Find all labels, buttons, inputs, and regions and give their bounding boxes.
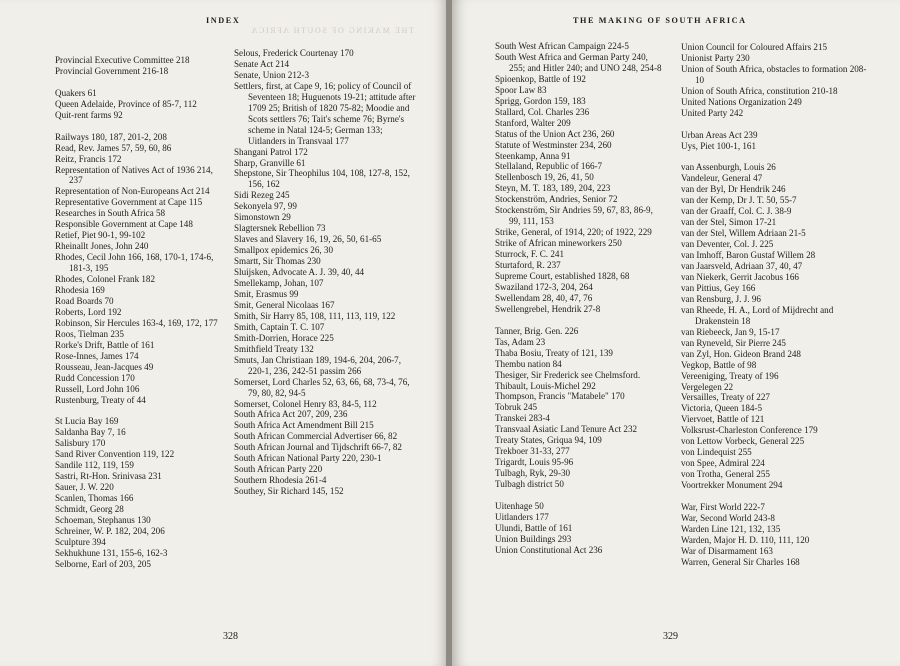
index-entry: Smit, Erasmus 99 — [234, 288, 299, 299]
index-entry: Tobruk 245 — [495, 402, 538, 413]
index-entry: War, Second World 243-8 — [681, 512, 775, 523]
index-entry: Sprigg, Gordon 159, 183 — [495, 95, 586, 106]
index-entry: von Lindequist 255 — [681, 447, 752, 458]
index-entry: Rorke's Drift, Battle of 161 — [55, 339, 155, 350]
index-entry: van Assenburgh, Louis 26 — [681, 162, 776, 173]
index-entry: Thembu nation 84 — [495, 358, 562, 369]
index-entry: Uitenhage 50 — [495, 501, 544, 511]
index-entry: Sturtaford, R. 237 — [495, 260, 561, 271]
index-entry: Smuts, Jan Christiaan 189, 194-6, 204, 206-7, 220-1, 236, 242-51 passim 266 — [234, 354, 401, 376]
index-entry: Steyn, M. T. 183, 189, 204, 223 — [495, 183, 611, 194]
index-entry: Sharp, Granville 61 — [234, 157, 306, 168]
index-entry: Supreme Court, established 1828, 68 — [495, 271, 630, 282]
index-entry: War, First World 222-7 — [681, 501, 765, 512]
index-entry: Rhodes, Colonel Frank 182 — [55, 274, 156, 285]
index-gap — [55, 405, 226, 416]
index-entry: Stanford, Walter 209 — [495, 117, 571, 128]
index-entry: Union Constitutional Act 236 — [495, 544, 603, 555]
index-entry: Smallpox epidemics 26, 30 — [234, 245, 334, 256]
index-entry: Treaty States, Griqua 94, 109 — [495, 435, 602, 446]
left-page-number: 328 — [223, 631, 238, 642]
index-entry: van der Byl, Dr Hendrik 246 — [681, 184, 786, 195]
left-page — [0, 0, 448, 666]
index-entry: War of Disarmament 163 — [681, 545, 773, 556]
index-entry: Rhodesia 169 — [55, 284, 105, 295]
index-entry: Sidi Rezeg 245 — [234, 190, 290, 201]
index-entry: South African Commercial Advertiser 66, 82 — [234, 431, 398, 442]
index-entry: Settlers, first, at Cape 9, 16; policy of Council of Seventeen 18; Huguenots 19-21; attitude after 1709 25; British of 1820 75-82; Moodie and Scots settlers 76; Tait's scheme 76; Byrne's scheme in Natal 124-5; German 133; Uitlanders in Transvaal 177 — [234, 80, 416, 146]
index-entry: van der Graaff, Col. C. J. 38-9 — [681, 206, 792, 217]
right-page — [452, 0, 900, 666]
index-entry: Shangani Patrol 172 — [234, 146, 308, 157]
index-entry: Sand River Convention 119, 122 — [55, 449, 175, 460]
index-entry: Sastri, Rt-Hon. Srinivasa 231 — [55, 471, 162, 482]
index-entry: Smithfield Treaty 132 — [234, 343, 314, 354]
index-entry: van Niekerk, Gerrit Jacobus 166 — [681, 271, 799, 282]
index-entry: Sandile 112, 119, 159 — [55, 460, 134, 471]
index-entry: Schreiner, W. P. 182, 204, 206 — [55, 525, 165, 536]
index-entry: Slaves and Slavery 16, 19, 26, 50, 61-65 — [234, 234, 382, 245]
index-entry: Rudd Concession 170 — [55, 372, 135, 383]
index-entry: Thesiger, Sir Frederick see Chelmsford. — [495, 369, 641, 380]
index-entry: Status of the Union Act 236, 260 — [495, 128, 615, 139]
index-entry: Vergelegen 22 — [681, 381, 734, 392]
index-entry: Thompson, Francis "Matabele" 170 — [495, 391, 625, 402]
index-entry: Statute of Westminster 234, 260 — [495, 139, 612, 150]
index-entry: Representation of Natives Act of 1936 214, 237 — [55, 164, 213, 186]
index-entry: Stellenbosch 19, 26, 41, 50 — [495, 172, 594, 183]
index-entry: Tas, Adam 23 — [495, 336, 546, 347]
index-entry: Slagtersnek Rebellion 73 — [234, 223, 326, 234]
index-entry: Transkei 283-4 — [495, 413, 550, 424]
index-entry: Voortrekker Monument 294 — [681, 480, 783, 491]
index-entry: Swellendam 28, 40, 47, 76 — [495, 292, 593, 303]
index-entry: United Party 242 — [681, 107, 744, 118]
index-entry: Sekonyela 97, 99 — [234, 201, 297, 212]
index-entry: South Africa Act 207, 209, 236 — [234, 409, 348, 420]
index-entry: Salisbury 170 — [55, 438, 106, 449]
index-entry: Swaziland 172-3, 204, 264 — [495, 281, 593, 292]
index-entry: Spioenkop, Battle of 192 — [495, 73, 586, 84]
index-entry: Vereeniging, Treaty of 196 — [681, 370, 779, 381]
index-entry: Schmidt, Georg 28 — [55, 504, 124, 515]
index-gap — [495, 315, 665, 326]
index-entry: Thibault, Louis-Michel 292 — [495, 380, 596, 391]
index-entry: Warden Line 121, 132, 135 — [681, 523, 781, 534]
index-gap — [495, 490, 665, 501]
index-entry: Trekboer 31-33, 277 — [495, 446, 570, 457]
index-entry: Road Boards 70 — [55, 295, 114, 306]
index-entry: Reitz, Francis 172 — [55, 153, 122, 164]
index-entry: Tulbagh district 50 — [495, 479, 564, 490]
index-entry: Smith, Captain T. C. 107 — [234, 321, 325, 332]
index-gap — [681, 491, 867, 502]
index-entry: van Ryneveld, Sir Pierre 245 — [681, 337, 786, 348]
index-entry: Union of South Africa, constitution 210-18 — [681, 85, 838, 96]
index-entry: Volksrust-Charleston Conference 179 — [681, 425, 818, 436]
index-entry: Provincial Government 216-18 — [55, 65, 169, 76]
index-entry: Quakers 61 — [55, 87, 97, 98]
index-entry: South West African Campaign 224-5 — [495, 41, 629, 51]
index-entry: van Pittius, Gey 166 — [681, 282, 756, 293]
index-entry: Viervoet, Battle of 121 — [681, 414, 765, 425]
index-gap — [55, 121, 226, 132]
index-entry: Thaba Bosiu, Treaty of 121, 139 — [495, 347, 613, 358]
index-entry: Saldanha Bay 7, 16 — [55, 427, 126, 438]
left-column-2 — [234, 48, 416, 497]
index-entry: van Jaarsveld, Adriaan 37, 40, 47 — [681, 261, 803, 272]
index-entry: Railways 180, 187, 201-2, 208 — [55, 131, 167, 142]
left-page-header: INDEX — [206, 16, 241, 25]
index-entry: Strike of African mineworkers 250 — [495, 238, 622, 249]
index-entry: Tanner, Brig. Gen. 226 — [495, 325, 579, 336]
index-entry: Roberts, Lord 192 — [55, 306, 122, 317]
index-entry: van Rheede, H. A., Lord of Mijdrecht and Drakenstein 18 — [681, 304, 834, 326]
index-entry: South African National Party 220, 230-1 — [234, 453, 382, 464]
index-entry: Schoeman, Stephanus 130 — [55, 514, 151, 525]
index-entry: Stellaland, Republic of 166-7 — [495, 161, 603, 172]
index-gap — [55, 77, 226, 88]
index-entry: Senate, Union 212-3 — [234, 69, 310, 80]
index-entry: von Lettow Vorbeck, General 225 — [681, 436, 805, 447]
index-gap — [681, 152, 867, 163]
index-entry: Urban Areas Act 239 — [681, 129, 758, 140]
right-page-number: 329 — [663, 631, 678, 642]
index-entry: Warden, Major H. D. 110, 111, 120 — [681, 534, 810, 545]
index-entry: Stockenström, Sir Andries 59, 67, 83, 86-9, 99, 111, 153 — [495, 205, 653, 227]
index-entry: Spoor Law 83 — [495, 84, 547, 95]
index-entry: Sekhukhune 131, 155-6, 162-3 — [55, 547, 168, 558]
index-entry: Sluijsken, Advocate A. J. 39, 40, 44 — [234, 267, 365, 278]
index-entry: Uitlanders 177 — [495, 511, 549, 522]
index-entry: Tulbagh, Ryk, 29-30 — [495, 468, 571, 479]
index-entry: Robinson, Sir Hercules 163-4, 169, 172, 177 — [55, 317, 218, 328]
index-entry: Smartt, Sir Thomas 230 — [234, 256, 321, 267]
index-entry: South West Africa and German Party 240, 255; and Hitler 240; and UNO 248, 254-8 — [495, 51, 662, 73]
index-entry: van der Kemp, Dr J. T. 50, 55-7 — [681, 195, 797, 206]
index-entry: Sturrock, F. C. 241 — [495, 249, 564, 260]
index-entry: Warren, General Sir Charles 168 — [681, 556, 800, 567]
index-entry: Somerset, Colonel Henry 83, 84-5, 112 — [234, 398, 377, 409]
index-entry: United Nations Organization 249 — [681, 96, 802, 107]
index-entry: St Lucia Bay 169 — [55, 416, 119, 427]
index-entry: Steenkamp, Anna 91 — [495, 150, 571, 161]
right-column-2 — [681, 42, 867, 568]
index-entry: Stockenström, Andries, Senior 72 — [495, 194, 618, 205]
index-entry: Shepstone, Sir Theophilus 104, 108, 127-8, 152, 156, 162 — [234, 168, 410, 190]
index-entry: van Riebeeck, Jan 9, 15-17 — [681, 326, 780, 337]
index-entry: Sculpture 394 — [55, 536, 106, 547]
index-entry: Uys, Piet 100-1, 161 — [681, 140, 757, 151]
index-entry: Vandeleur, General 47 — [681, 173, 763, 184]
index-entry: Union Council for Coloured Affairs 215 — [681, 42, 828, 52]
index-entry: South African Party 220 — [234, 464, 323, 475]
index-entry: Southern Rhodesia 261-4 — [234, 475, 327, 486]
right-column-1 — [495, 41, 665, 556]
index-gap — [681, 119, 867, 130]
right-page-header: THE MAKING OF SOUTH AFRICA — [573, 16, 747, 25]
index-entry: Union of South Africa, obstacles to formation 208-10 — [681, 63, 867, 85]
index-entry: Rose-Innes, James 174 — [55, 350, 139, 361]
index-entry: South African Journal and Tijdschrift 66-7, 82 — [234, 442, 402, 453]
index-entry: Quit-rent farms 92 — [55, 109, 123, 120]
index-entry: Responsible Government at Cape 148 — [55, 219, 193, 230]
index-entry: van der Stel, Simon 17-21 — [681, 217, 777, 228]
index-entry: Rousseau, Jean-Jacques 49 — [55, 361, 154, 372]
left-column-1 — [55, 55, 226, 570]
index-entry: Strike, General, of 1914, 220; of 1922, 229 — [495, 227, 652, 238]
index-entry: Representative Government at Cape 115 — [55, 197, 203, 208]
index-entry: Versailles, Treaty of 227 — [681, 392, 770, 403]
index-entry: Roos, Tielman 235 — [55, 328, 124, 339]
index-entry: Victoria, Queen 184-5 — [681, 403, 763, 414]
index-entry: Read, Rev. James 57, 59, 60, 86 — [55, 142, 172, 153]
index-entry: South Africa Act Amendment Bill 215 — [234, 420, 374, 431]
index-entry: Swellengrebel, Hendrik 27-8 — [495, 303, 601, 314]
index-entry: Provincial Executive Committee 218 — [55, 55, 190, 65]
index-entry: Ulundi, Battle of 161 — [495, 522, 573, 533]
index-entry: Southey, Sir Richard 145, 152 — [234, 486, 344, 497]
index-entry: Somerset, Lord Charles 52, 63, 66, 68, 73-4, 76, 79, 80, 82, 94-5 — [234, 376, 410, 398]
index-entry: Selous, Frederick Courtenay 170 — [234, 48, 354, 58]
index-entry: Smith-Dorrien, Horace 225 — [234, 332, 334, 343]
index-entry: Rhodes, Cecil John 166, 168, 170-1, 174-6, 181-3, 195 — [55, 252, 214, 274]
index-entry: Trigardt, Louis 95-96 — [495, 457, 574, 468]
index-entry: Smit, General Nicolaas 167 — [234, 299, 335, 310]
index-entry: van der Stel, Willem Adriaan 21-5 — [681, 228, 806, 239]
index-entry: Representation of Non-Europeans Act 214 — [55, 186, 210, 197]
index-entry: Rustenburg, Treaty of 44 — [55, 394, 146, 405]
index-entry: Unionist Party 230 — [681, 52, 750, 63]
index-entry: Retief, Piet 90-1, 99-102 — [55, 230, 146, 241]
bleed-through-text: THE MAKING OF SOUTH AFRICA — [250, 26, 414, 35]
index-entry: Transvaal Asiatic Land Tenure Act 232 — [495, 424, 638, 435]
index-entry: Selborne, Earl of 203, 205 — [55, 558, 151, 569]
index-entry: Rheinallt Jones, John 240 — [55, 241, 149, 252]
index-entry: van Rensburg, J. J. 96 — [681, 293, 761, 304]
index-entry: Sauer, J. W. 220 — [55, 482, 114, 493]
index-entry: Senate Act 214 — [234, 58, 290, 69]
index-entry: Smellekamp, Johan, 107 — [234, 278, 324, 289]
index-entry: Union Buildings 293 — [495, 533, 572, 544]
index-entry: van Imhoff, Baron Gustaf Willem 28 — [681, 250, 816, 261]
index-entry: von Trotha, General 255 — [681, 469, 770, 480]
index-entry: von Spee, Admiral 224 — [681, 458, 765, 469]
index-entry: Smith, Sir Harry 85, 108, 111, 113, 119, 122 — [234, 310, 396, 321]
index-entry: Stallard, Col. Charles 236 — [495, 106, 590, 117]
index-entry: Simonstown 29 — [234, 212, 291, 223]
index-entry: van Deventer, Col. J. 225 — [681, 239, 774, 250]
index-entry: Russell, Lord John 106 — [55, 383, 140, 394]
index-entry: Queen Adelaide, Province of 85-7, 112 — [55, 98, 197, 109]
index-entry: van Zyl, Hon. Gideon Brand 248 — [681, 348, 801, 359]
index-entry: Scanlen, Thomas 166 — [55, 493, 134, 504]
index-entry: Researches in South Africa 58 — [55, 208, 166, 219]
index-entry: Vegkop, Battle of 98 — [681, 359, 757, 370]
